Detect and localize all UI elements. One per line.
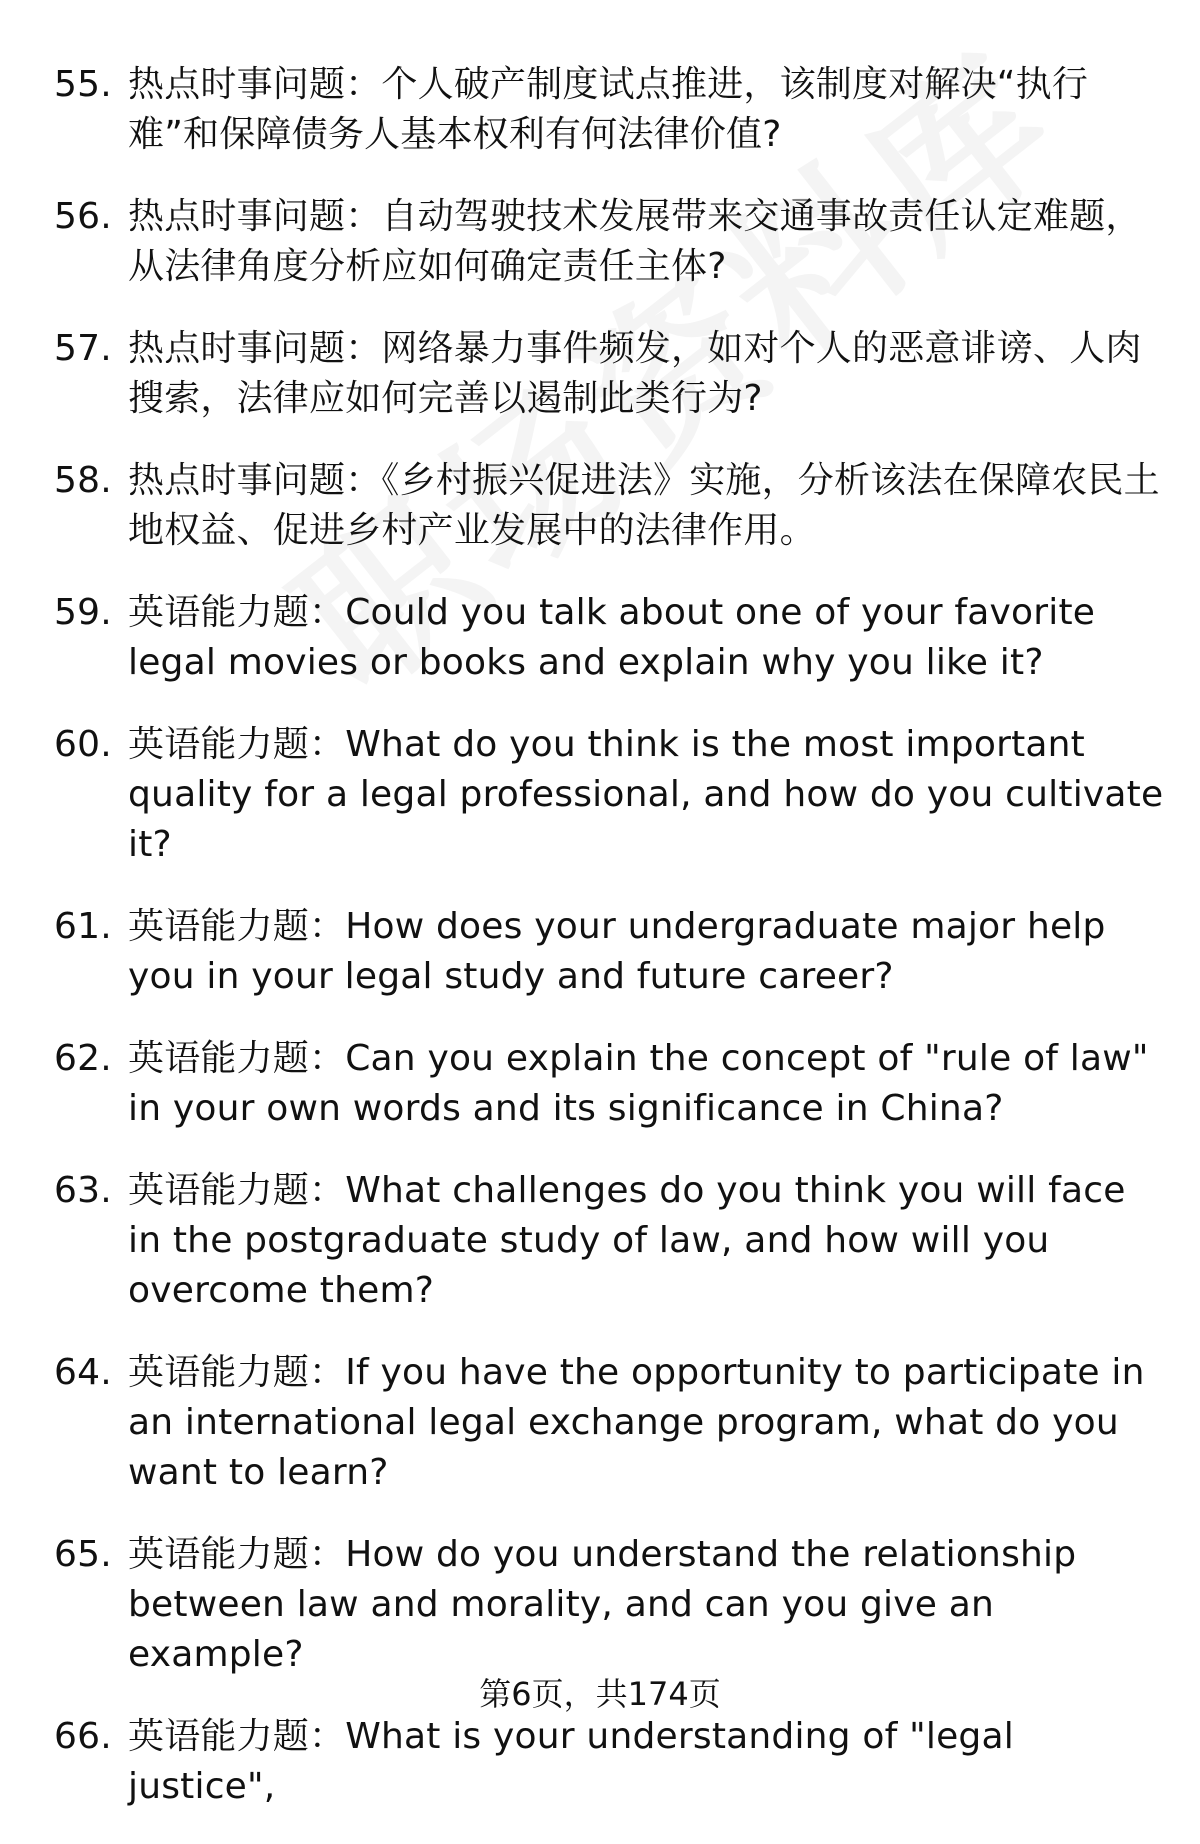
question-number: 55. (54, 64, 112, 105)
question-number: 61. (54, 906, 112, 947)
question-text: 英语能力题：If you have the opportunity to participate in an international legal exchange program, what do you want to learn? (128, 1352, 1145, 1493)
question-number: 58. (54, 460, 112, 501)
question-item (54, 456, 1164, 556)
question-text: 英语能力题：What challenges do you think you will face in the postgraduate study of law, and how will you overcome them? (128, 1170, 1126, 1311)
question-number: 56. (54, 196, 112, 237)
question-item (54, 192, 1164, 292)
question-item (54, 1034, 1164, 1134)
question-number: 64. (54, 1352, 112, 1393)
question-item (54, 1712, 1164, 1812)
question-item (54, 324, 1164, 424)
question-number: 57. (54, 328, 112, 369)
question-text: 热点时事问题：个人破产制度试点推进，该制度对解决“执行难”和保障债务人基本权利有何法律价值? (128, 64, 1089, 155)
question-number: 63. (54, 1170, 112, 1211)
question-number: 66. (54, 1716, 112, 1757)
question-item (54, 588, 1164, 688)
question-text: 英语能力题：Can you explain the concept of "rule of law" in your own words and its significance in China? (128, 1038, 1149, 1129)
question-item (54, 1530, 1164, 1680)
question-text: 热点时事问题：自动驾驶技术发展带来交通事故责任认定难题，从法律角度分析应如何确定责任主体? (128, 196, 1142, 287)
question-list (54, 60, 1164, 1844)
question-number: 59. (54, 592, 112, 633)
question-text: 热点时事问题：网络暴力事件频发，如对个人的恶意诽谤、人肉搜索，法律应如何完善以遏制此类行为? (128, 328, 1142, 419)
question-text: 英语能力题：Could you talk about one of your favorite legal movies or books and explain why you like it? (128, 592, 1096, 683)
question-text: 热点时事问题：《乡村振兴促进法》实施，分析该法在保障农民土地权益、促进乡村产业发展中的法律作用。 (128, 460, 1160, 551)
question-item (54, 60, 1164, 160)
question-text: 英语能力题：How do you understand the relationship between law and morality, and can you give an example? (128, 1534, 1077, 1675)
question-number: 60. (54, 724, 112, 765)
question-item (54, 902, 1164, 1002)
page-footer: 第6页，共174页 (479, 1675, 721, 1713)
question-number: 62. (54, 1038, 112, 1079)
question-number: 65. (54, 1534, 112, 1575)
question-text: 英语能力题：How does your undergraduate major help you in your legal study and future career? (128, 906, 1106, 997)
question-text: 英语能力题：What is your understanding of "legal justice", (128, 1716, 1014, 1807)
question-item (54, 1166, 1164, 1316)
question-item (54, 1348, 1164, 1498)
question-text: 英语能力题：What do you think is the most important quality for a legal professional, and how do you cultivate it? (128, 724, 1164, 865)
question-item (54, 720, 1164, 870)
